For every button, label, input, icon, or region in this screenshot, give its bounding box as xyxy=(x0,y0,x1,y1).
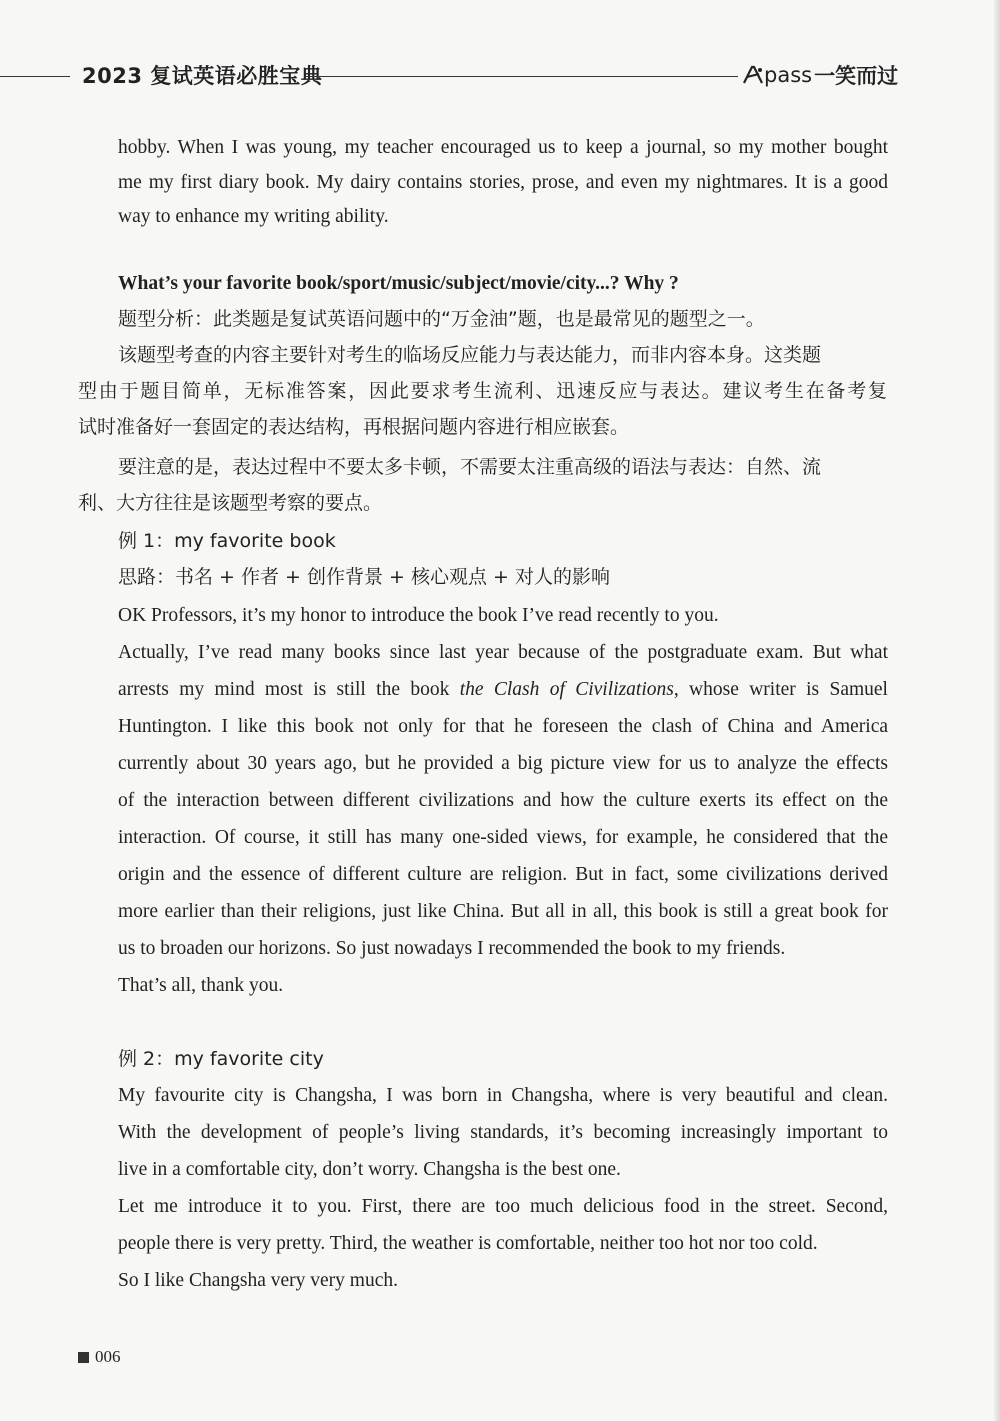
text-line: Huntington. I like this book not only for that he foreseen the clash of China and America xyxy=(118,716,888,737)
text-line: me my first diary book. My dairy contains stories, prose, and even my nightmares. It is a good xyxy=(118,172,888,193)
text-line: 试时准备好一套固定的表达结构，再根据问题内容进行相应嵌套。 xyxy=(78,416,630,438)
text-line: people there is very pretty. Third, the weather is comfortable, neither too hot nor too cold. xyxy=(118,1233,818,1254)
text-line: live in a comfortable city, don’t worry. Changsha is the best one. xyxy=(118,1159,621,1180)
text-line: Let me introduce it to you. First, there are too much delicious food in the street. Second, xyxy=(118,1196,888,1217)
text-line: currently about 30 years ago, but he provided a big picture view for us to analyze the effects xyxy=(118,753,888,774)
book-title-italic: the Clash of Civilizations xyxy=(459,679,674,700)
text-line: interaction. Of course, it still has many one-sided views, for example, he considered that the xyxy=(118,827,888,848)
text-line: Actually, I’ve read many books since last year because of the postgraduate exam. But what xyxy=(118,642,888,663)
text-line: 型由于题目简单，无标准答案，因此要求考生流利、迅速反应与表达。建议考生在备考复 xyxy=(78,380,888,402)
text-line: 要注意的是，表达过程中不要太多卡顿，不需要太注重高级的语法与表达：自然、流 xyxy=(118,456,822,478)
page-footer xyxy=(78,1347,121,1367)
text-line: My favourite city is Changsha, I was born in Changsha, where is very beautiful and clean. xyxy=(118,1085,888,1106)
page-header xyxy=(0,58,1000,94)
header-rule-middle xyxy=(305,76,738,77)
text-line: more earlier than their religions, just like China. But all in all, this book is still a great book for xyxy=(118,901,888,922)
text-line: of the interaction between different civilizations and how the culture exerts its effect on the xyxy=(118,790,888,811)
text-line xyxy=(118,680,888,700)
section-question: What’s your favorite book/sport/music/subject/movie/city...? Why ? xyxy=(118,273,679,294)
brand-name: pass xyxy=(764,63,813,87)
page-edge-shadow xyxy=(994,0,1000,1421)
ai-logo-icon xyxy=(742,63,764,87)
example-2-heading: 例 2：my favorite city xyxy=(118,1048,324,1070)
text-line: us to broaden our horizons. So just nowadays I recommended the book to my friends. xyxy=(118,938,786,959)
text-segment: arrests my mind most is still the book xyxy=(118,679,460,700)
text-line: OK Professors, it’s my honor to introduce the book I’ve read recently to you. xyxy=(118,605,719,626)
example-1-heading: 例 1：my favorite book xyxy=(118,530,336,552)
page-marker-icon xyxy=(78,1352,89,1363)
text-line: 利、大方往往是该题型考察的要点。 xyxy=(78,492,383,514)
text-line: origin and the essence of different culture are religion. But in fact, some civilizations derived xyxy=(118,864,888,885)
text-line: So I like Changsha very very much. xyxy=(118,1270,398,1291)
text-line: way to enhance my writing ability. xyxy=(118,206,389,227)
page-number: 006 xyxy=(95,1347,121,1366)
header-rule-left xyxy=(0,76,70,77)
brand-slogan: 一笑而过 xyxy=(814,64,899,88)
idea-line: 思路：书名 + 作者 + 创作背景 + 核心观点 + 对人的影响 xyxy=(118,566,610,588)
text-line: With the development of people’s living standards, it’s becoming increasingly important to xyxy=(118,1122,888,1143)
text-line: 该题型考查的内容主要针对考生的临场反应能力与表达能力，而非内容本身。这类题 xyxy=(118,344,822,366)
book-title: 2023 复试英语必胜宝典 xyxy=(82,64,323,88)
brand-mark xyxy=(742,60,898,90)
text-line: hobby. When I was young, my teacher encouraged us to keep a journal, so my mother bought xyxy=(118,137,888,158)
text-segment: , whose writer is Samuel xyxy=(673,679,888,700)
analysis-line: 题型分析：此类题是复试英语问题中的“万金油”题，也是最常见的题型之一。 xyxy=(118,308,765,330)
text-line: That’s all, thank you. xyxy=(118,975,284,996)
